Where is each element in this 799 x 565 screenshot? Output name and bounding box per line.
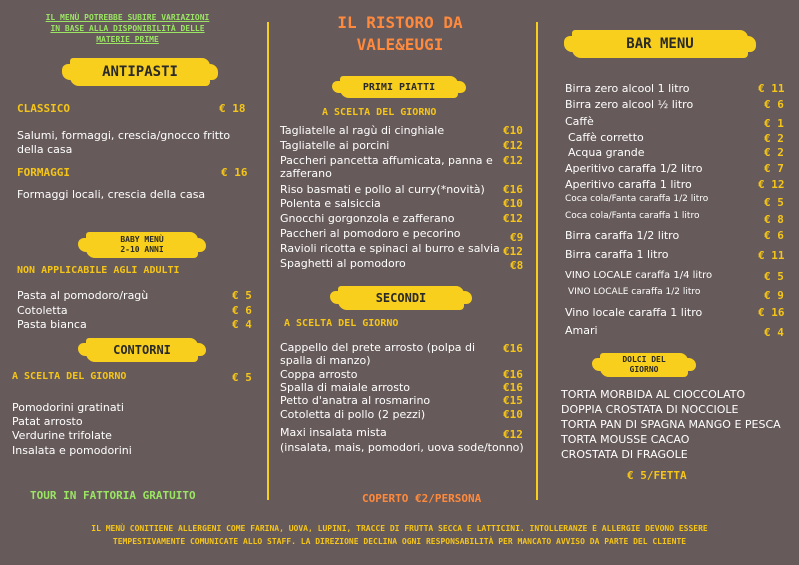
formaggi-name: FORMAGGI	[17, 166, 70, 179]
bar-item: VINO LOCALE caraffa 1/2 litro	[568, 287, 701, 297]
bar-heading: BAR MENU	[572, 30, 748, 58]
bar-price: € 7	[764, 162, 784, 175]
bar-price: € 5	[764, 196, 784, 209]
antipasti-heading: ANTIPASTI	[70, 58, 210, 86]
primi-item: Paccheri pancetta affumicata, panna e	[280, 154, 493, 167]
primi-item: Tagliatelle ai porcini	[280, 139, 390, 152]
dolci-item: CROSTATA DI FRAGOLE	[561, 448, 688, 461]
primi-item: Tagliatelle al ragù di cinghiale	[280, 124, 445, 137]
availability-notice: IL MENÙ POTREBBE SUBIRE VARIAZIONI IN BASE ALLA DISPONIBILITÀ DELLE MATERIE PRIME	[45, 13, 210, 44]
secondi-item-cont: spalla di manzo)	[280, 354, 371, 367]
secondi-item: Maxi insalata mista	[280, 426, 387, 439]
bar-item: Aperitivo caraffa 1/2 litro	[565, 162, 703, 175]
bar-price: € 1	[764, 117, 784, 130]
allergen-footer: IL MENÙ CONITIENE ALLERGENI COME FARINA, UOVA, LUPINI, TRACCE DI FRUTTA SECCA E LATTICINI. INTOLLERANZE E ALLERGIE DEVONO ESSERE TEMPESTIVAMENTE COMUNICATE ALLO STAFF. LA DIREZIONE DECLINA OGNI RESPONSABILITÀ PER MANCATO AVVISO DA PARTE DEL CLIENTE	[91, 524, 708, 546]
bar-price: € 9	[764, 289, 784, 302]
primi-item: Riso basmati e pollo al curry(*novità)	[280, 183, 485, 196]
secondi-price: €16	[503, 342, 523, 355]
primi-item: Gnocchi gorgonzola e zafferano	[280, 212, 455, 225]
dolci-item: DOPPIA CROSTATA DI NOCCIOLE	[561, 403, 739, 416]
secondi-item-cont: (insalata, mais, pomodori, uova sode/tonno)	[280, 441, 524, 454]
primi-item: Polenta e salsiccia	[280, 197, 381, 210]
bar-item: Coca cola/Fanta caraffa 1 litro	[565, 211, 700, 221]
bar-price: € 4	[764, 326, 784, 339]
primi-item: Spaghetti al pomodoro	[280, 257, 406, 270]
dolci-price: € 5/FETTA	[627, 469, 687, 482]
primi-price: €12	[503, 245, 523, 258]
bar-price: € 6	[764, 229, 784, 242]
contorni-item: Insalata e pomodorini	[12, 444, 132, 457]
primi-item: Paccheri al pomodoro e pecorino	[280, 227, 461, 240]
secondi-item: Coppa arrosto	[280, 368, 358, 381]
bar-item: Birra zero alcool ½ litro	[565, 98, 694, 111]
secondi-price: €15	[503, 394, 523, 407]
fattoria-note: TOUR IN FATTORIA GRATUITO	[30, 489, 196, 502]
bar-item: Birra caraffa 1 litro	[565, 248, 669, 261]
secondi-item: Cappello del prete arrosto (polpa di	[280, 341, 476, 354]
bar-price: € 2	[764, 132, 784, 145]
baby-price: € 5	[232, 289, 252, 302]
formaggi-desc: Formaggi locali, crescia della casa	[17, 188, 206, 201]
baby-item: Cotoletta	[17, 304, 68, 317]
secondi-item: Spalla di maiale arrosto	[280, 381, 411, 394]
bar-item: Caffè corretto	[568, 131, 644, 144]
baby-item: Pasta al pomodoro/ragù	[17, 289, 149, 302]
secondi-item: Cotoletta di pollo (2 pezzi)	[280, 408, 426, 421]
bar-item: Birra zero alcool 1 litro	[565, 82, 690, 95]
bar-item: Acqua grande	[568, 146, 645, 159]
secondi-price: €12	[503, 428, 523, 441]
formaggi-price: € 16	[221, 166, 248, 179]
bar-item: VINO LOCALE caraffa 1/4 litro	[565, 270, 713, 281]
contorni-subtitle: A SCELTA DEL GIORNO	[12, 371, 127, 382]
primi-heading: PRIMI PIATTI	[340, 76, 458, 98]
dolci-heading: DOLCI DEL GIORNO	[600, 353, 688, 377]
divider-left	[267, 22, 269, 500]
bar-price: € 11	[758, 82, 785, 95]
divider-right	[536, 22, 538, 500]
bar-item: Amari	[565, 324, 598, 337]
bar-price: € 2	[764, 146, 784, 159]
bar-item: Vino locale caraffa 1 litro	[565, 306, 703, 319]
dolci-item: TORTA MORBIDA AL CIOCCOLATO	[561, 388, 746, 401]
primi-price: €12	[503, 212, 523, 225]
primi-price: €8	[510, 259, 524, 272]
baby-note: NON APPLICABILE AGLI ADULTI	[17, 265, 180, 276]
primi-item-cont: zafferano	[280, 167, 332, 180]
contorni-item: Patat arrosto	[12, 415, 83, 428]
contorni-price: € 5	[232, 371, 252, 384]
bar-price: € 5	[764, 270, 784, 283]
contorni-heading: CONTORNI	[86, 338, 198, 362]
secondi-price: €16	[503, 381, 523, 394]
contorni-item: Pomodorini gratinati	[12, 401, 124, 414]
primi-price: €9	[510, 231, 524, 244]
bar-item: Coca cola/Fanta caraffa 1/2 litro	[565, 194, 709, 204]
secondi-item: Petto d'anatra al rosmarino	[280, 394, 431, 407]
bar-price: € 12	[758, 178, 785, 191]
bar-price: € 6	[764, 98, 784, 111]
secondi-price: €16	[503, 368, 523, 381]
primi-subtitle: A SCELTA DEL GIORNO	[322, 107, 437, 118]
classico-name: CLASSICO	[17, 102, 70, 115]
dolci-item: TORTA PAN DI SPAGNA MANGO E PESCA	[561, 418, 781, 431]
primi-price: €16	[503, 183, 523, 196]
primi-price: €12	[503, 139, 523, 152]
primi-price: €10	[503, 197, 523, 210]
bar-item: Birra caraffa 1/2 litro	[565, 229, 680, 242]
baby-price: € 6	[232, 304, 252, 317]
secondi-heading: SECONDI	[338, 286, 464, 310]
baby-price: € 4	[232, 318, 252, 331]
primi-price: €10	[503, 124, 523, 137]
restaurant-title: IL RISTORO DA VALE&EUGI	[337, 13, 463, 54]
classico-price: € 18	[219, 102, 246, 115]
coperto-note: COPERTO €2/PERSONA	[362, 492, 482, 505]
secondi-price: €10	[503, 408, 523, 421]
primi-price: €12	[503, 154, 523, 167]
bar-price: € 16	[758, 306, 785, 319]
contorni-item: Verdurine trifolate	[12, 429, 112, 442]
bar-price: € 8	[764, 213, 784, 226]
bar-price: € 11	[758, 249, 785, 262]
secondi-subtitle: A SCELTA DEL GIORNO	[284, 318, 399, 329]
bar-item: Aperitivo caraffa 1 litro	[565, 178, 692, 191]
primi-item: Ravioli ricotta e spinaci al burro e salvia	[280, 242, 500, 255]
classico-desc: Salumi, formaggi, crescia/gnocco fritto della casa	[17, 129, 231, 156]
bar-item: Caffè	[565, 115, 594, 128]
baby-heading: BABY MENÙ 2-10 ANNI	[86, 232, 198, 258]
dolci-item: TORTA MOUSSE CACAO	[561, 433, 690, 446]
baby-item: Pasta bianca	[17, 318, 87, 331]
